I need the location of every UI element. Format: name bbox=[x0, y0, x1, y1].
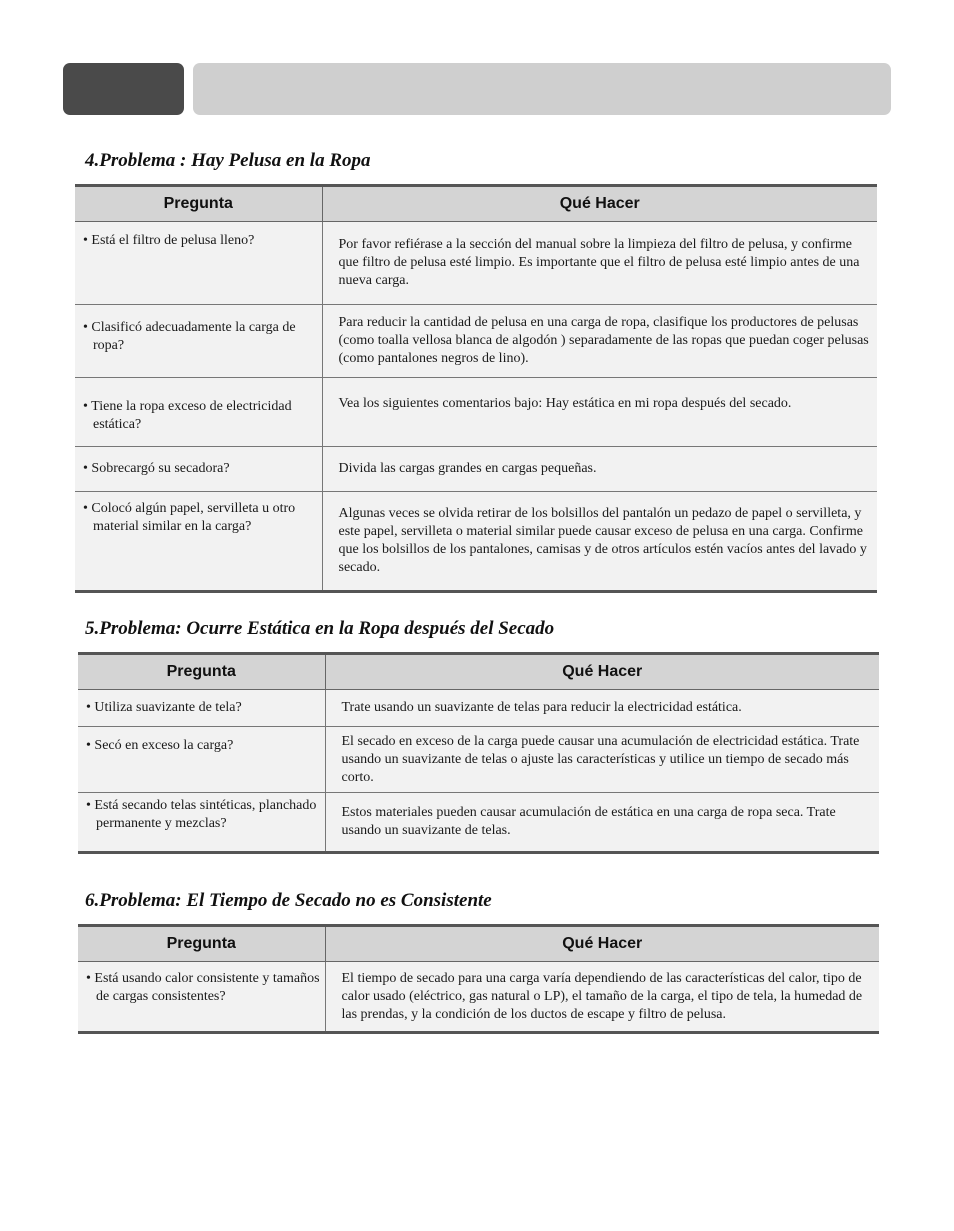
column-header-answer: Qué Hacer bbox=[325, 654, 879, 690]
table-drying-time bbox=[78, 924, 879, 1034]
answer-text: El tiempo de secado para una carga varía dependiendo de las características del calor, tipo de calor usado (eléctrico, gas natural o LP), el tamaño de la carga, el tipo de tela, la humedad de las prendas, y la condición de los ductos de escape y filtro de pelusa. bbox=[341, 970, 863, 1022]
column-header-question: Pregunta bbox=[75, 186, 322, 222]
table-row bbox=[75, 378, 877, 447]
question-text: • Secó en exceso la carga? bbox=[86, 737, 321, 755]
answer-text: Estos materiales pueden causar acumulación de estática en una carga de ropa seca. Trate usando un suavizante de telas. bbox=[341, 805, 836, 838]
column-header-question: Pregunta bbox=[78, 926, 325, 962]
question-text: • Está secando telas sintéticas, planchado permanente y mezclas? bbox=[86, 797, 321, 833]
table-header bbox=[78, 926, 879, 962]
question-text: • Sobrecargó su secadora? bbox=[83, 460, 318, 478]
answer-text: Trate usando un suavizante de telas para reducir la electricidad estática. bbox=[341, 700, 742, 715]
table-row bbox=[78, 727, 879, 793]
header-tab-dark bbox=[63, 63, 184, 115]
column-header-answer: Qué Hacer bbox=[322, 186, 877, 222]
answer-text: Algunas veces se olvida retirar de los bolsillos del pantalón un pedazo de papel o servilleta, y este papel, servilleta o material similar puede causar exceso de pelusa en una carga. Confirme que los bolsillos de los pantalones, camisas y de otros artículos estén vacíos antes del lavado y secado. bbox=[338, 506, 867, 575]
section-title-static: 5.Problema: Ocurre Estática en la Ropa después del Secado bbox=[85, 618, 555, 639]
section-title-lint: 4.Problema : Hay Pelusa en la Ropa bbox=[85, 150, 371, 171]
table-row bbox=[78, 690, 879, 727]
answer-text: Para reducir la cantidad de pelusa en una carga de ropa, clasifique los productores de pelusas (como toalla vellosa blanca de algodón ) separadamente de las ropas que puedan coger pelusas (como pantalones negros de lino). bbox=[338, 315, 869, 366]
table-row bbox=[75, 492, 877, 592]
question-text: • Colocó algún papel, servilleta u otro material similar en la carga? bbox=[83, 500, 318, 536]
answer-text: Divida las cargas grandes en cargas pequeñas. bbox=[338, 461, 597, 476]
answer-text: Por favor refiérase a la sección del manual sobre la limpieza del filtro de pelusa, y confirme que filtro de pelusa esté limpio. Es importante que el filtro de pelusa esté limpio antes de una nueva carga. bbox=[338, 237, 860, 288]
question-text: • Utiliza suavizante de tela? bbox=[86, 699, 321, 717]
question-text: • Está usando calor consistente y tamaños de cargas consistentes? bbox=[86, 970, 321, 1006]
question-text: • Tiene la ropa exceso de electricidad estática? bbox=[83, 398, 318, 434]
table-row bbox=[75, 305, 877, 378]
table-row bbox=[78, 793, 879, 853]
question-text: • Está el filtro de pelusa lleno? bbox=[83, 232, 318, 250]
answer-text: El secado en exceso de la carga puede causar una acumulación de electricidad estática. Trate usando un suavizante de telas o ajuste las características y utilice un tiempo de secado más corto. bbox=[341, 733, 860, 785]
table-lint bbox=[75, 184, 877, 593]
answer-text: Vea los siguientes comentarios bajo: Hay estática en mi ropa después del secado. bbox=[338, 396, 792, 411]
table-row bbox=[78, 962, 879, 1033]
column-header-question: Pregunta bbox=[78, 654, 325, 690]
table-header bbox=[75, 186, 877, 222]
table-row bbox=[75, 222, 877, 305]
header-bar bbox=[193, 63, 891, 115]
column-header-answer: Qué Hacer bbox=[325, 926, 879, 962]
table-static bbox=[78, 652, 879, 854]
question-text: • Clasificó adecuadamente la carga de ropa? bbox=[83, 319, 318, 355]
section-title-drying-time: 6.Problema: El Tiempo de Secado no es Consistente bbox=[85, 890, 492, 911]
table-header bbox=[78, 654, 879, 690]
table-row bbox=[75, 447, 877, 492]
